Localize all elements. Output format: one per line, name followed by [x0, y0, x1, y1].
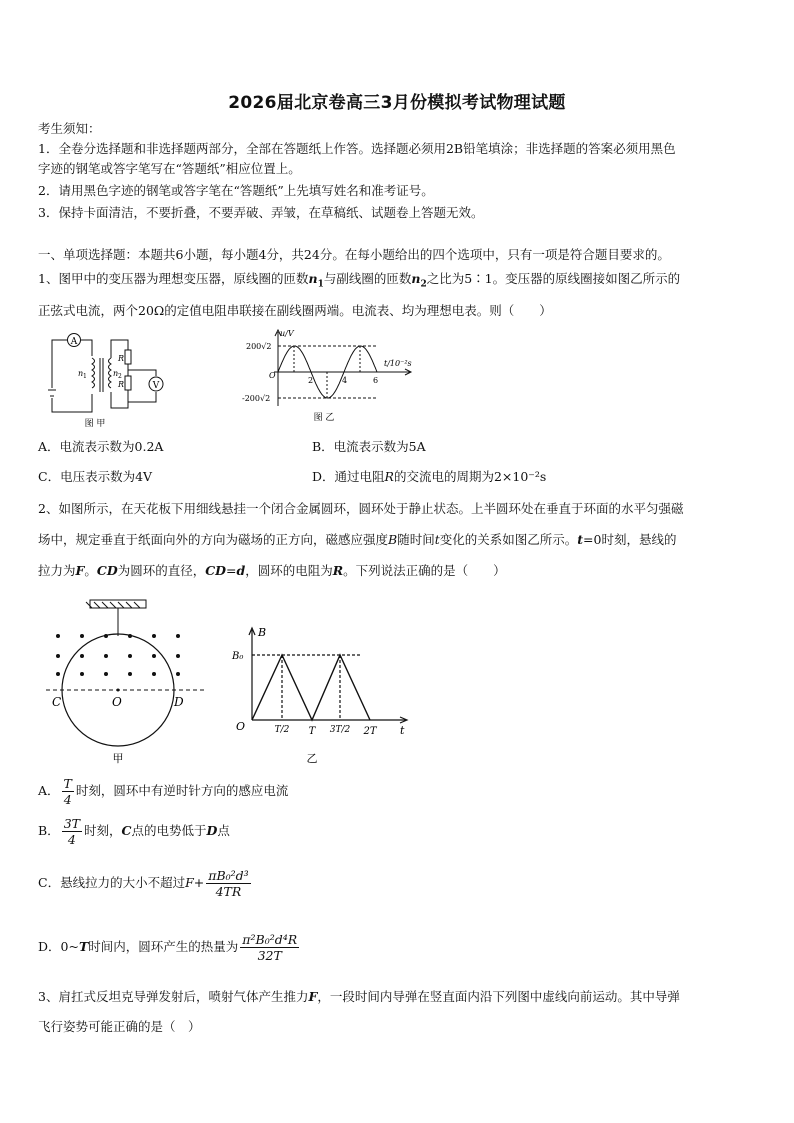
svg-text:3T/2: 3T/2 — [329, 725, 351, 735]
field-dot — [152, 654, 156, 658]
q1-stem-line1: 1、图甲中的变压器为理想变压器，原线圈的匝数$n_1$与副线圈的匝数$n_2$之比为5∶1。变压器的原线圈接如图乙所示的 — [38, 271, 681, 290]
svg-text:甲: 甲 — [112, 752, 124, 765]
svg-text:B: B — [258, 626, 267, 639]
svg-text:n: n — [113, 369, 119, 378]
field-dot — [104, 634, 108, 638]
notice-item: 1．全卷分选择题和非选择题两部分，全部在答题纸上作答。选择题必须用2B铅笔填涂；非选择题的答案必须用黑色 — [38, 141, 676, 156]
q1-figure-circuit — [40, 328, 170, 428]
field-dot — [176, 672, 180, 676]
field-dot — [80, 672, 84, 676]
q2-figure-ring — [40, 594, 210, 770]
field-dot — [56, 654, 60, 658]
notice-heading: 考生须知： — [38, 121, 101, 136]
svg-text:T: T — [308, 726, 316, 737]
svg-text:200√2: 200√2 — [246, 342, 272, 351]
field-dot — [176, 634, 180, 638]
svg-text:1: 1 — [83, 373, 87, 380]
field-dot — [176, 654, 180, 658]
field-dot — [80, 654, 84, 658]
field-dot — [56, 634, 60, 638]
svg-text:T/2: T/2 — [274, 725, 290, 735]
svg-text:A: A — [70, 337, 78, 347]
svg-text:B₀: B₀ — [232, 651, 244, 662]
svg-text:2: 2 — [118, 373, 122, 380]
field-dot — [128, 634, 132, 638]
svg-text:O: O — [112, 695, 122, 709]
q1-option-c[interactable]: C．电压表示数为4V — [38, 469, 153, 484]
field-dot — [104, 672, 108, 676]
q2-option-d[interactable]: D．0~T时间内，圆环产生的热量为 $\frac{\text{π²B₀²d⁴R}}{32T}$ — [38, 932, 298, 963]
svg-text:n: n — [78, 369, 84, 378]
q3-stem-line1: 3、肩扛式反坦克导弹发射后，喷射气体产生推力F，一段时间内导弹在竖直面内沿下列图中虚线向前运动。其中导弹 — [38, 989, 680, 1004]
q1-option-b[interactable]: B．电流表示数为5A — [312, 439, 426, 454]
q1-stem-line2: 正弦式电流，两个20Ω的定值电阻串联接在副线圈两端。电流表、均为理想电表。则（ ） — [38, 303, 552, 318]
svg-text:C: C — [52, 695, 62, 709]
section-heading: 一、单项选择题：本题共6小题，每小题4分，共24分。在每小题给出的四个选项中，只有一项是符合题目要求的。 — [38, 247, 670, 262]
svg-text:2T: 2T — [363, 726, 377, 737]
field-dot — [128, 672, 132, 676]
svg-text:R: R — [118, 380, 125, 389]
svg-text:t/10⁻²s: t/10⁻²s — [384, 359, 412, 368]
q2-stem-line3: 拉力为F。CD为圆环的直径，CD=d，圆环的电阻为R。下列说法正确的是（ ） — [38, 563, 506, 578]
q2-figure-bt — [230, 622, 410, 770]
svg-text:-200√2: -200√2 — [242, 394, 271, 403]
q2-option-c[interactable]: C．悬线拉力的大小不超过F+ $\frac{\text{πB₀²d³}}{4TR}$ — [38, 868, 249, 899]
q2-stem-line1: 2、如图所示，在天花板下用细线悬挂一个闭合金属圆环，圆环处于静止状态。上半圆环处在垂直于环面的水平匀强磁 — [38, 501, 684, 516]
svg-text:t: t — [400, 724, 405, 737]
q1-figure-sine — [238, 326, 418, 424]
triangle-wave — [252, 655, 370, 720]
notice-item: 2．请用黑色字迹的钢笔或答字笔在“答题纸”上先填写姓名和准考证号。 — [38, 183, 434, 198]
field-dot — [128, 654, 132, 658]
svg-text:4: 4 — [342, 376, 348, 385]
svg-text:2: 2 — [308, 376, 314, 385]
svg-text:u/V: u/V — [280, 329, 294, 338]
svg-text:图 甲: 图 甲 — [84, 419, 106, 428]
notice-item: 字迹的钢笔或答字笔写在“答题纸”相应位置上。 — [38, 161, 301, 176]
q1-option-a[interactable]: A．电流表示数为0.2A — [38, 439, 164, 454]
q2-option-b[interactable]: B． $\frac{3T}{4}$ 时刻，C点的电势低于D点 — [38, 816, 230, 847]
field-dot — [152, 672, 156, 676]
svg-text:R: R — [118, 354, 125, 363]
q1-option-d[interactable]: D．通过电阻R的交流电的周期为2×10⁻²s — [312, 469, 547, 484]
svg-text:O: O — [236, 720, 246, 733]
page-title: 2026届北京卷高三3月份模拟考试物理试题 — [228, 93, 566, 113]
field-dot — [152, 634, 156, 638]
field-dot — [80, 634, 84, 638]
svg-text:V: V — [152, 381, 160, 391]
svg-text:O: O — [269, 371, 276, 380]
q2-option-a[interactable]: A． $\frac{T}{4}$ 时刻，圆环中有逆时针方向的感应电流 — [38, 776, 289, 807]
field-dot — [56, 672, 60, 676]
q2-stem-line2: 场中，规定垂直于纸面向外的方向为磁场的正方向，磁感应强度B随时间t变化的关系如图乙所示。t=0时刻，悬线的 — [38, 532, 677, 547]
notice-item: 3．保持卡面清洁，不要折叠，不要弄破、弄皱，在草稿纸、试题卷上答题无效。 — [38, 205, 484, 220]
svg-text:D: D — [174, 695, 184, 709]
field-dot — [104, 654, 108, 658]
svg-text:6: 6 — [373, 376, 379, 385]
svg-text:乙: 乙 — [306, 752, 318, 765]
svg-text:图 乙: 图 乙 — [313, 413, 335, 423]
q3-stem-line2: 飞行姿势可能正确的是（ ） — [38, 1019, 201, 1034]
